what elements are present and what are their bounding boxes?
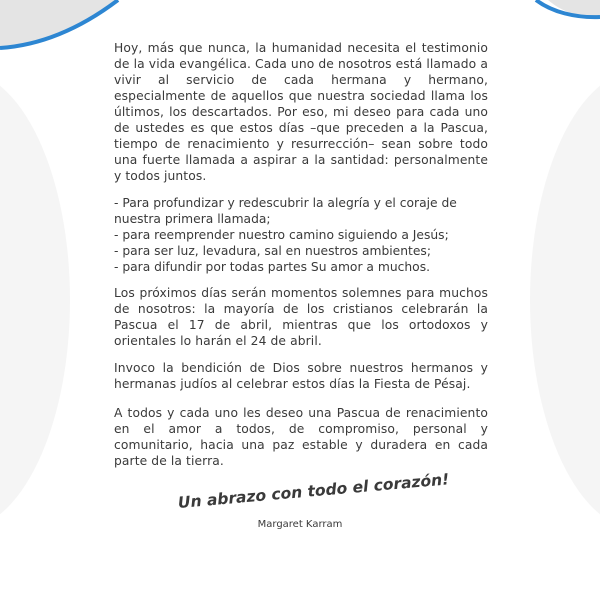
paragraph-intro: Hoy, más que nunca, la humanidad necesita el testimonio de la vida evangélica. Cada uno de nosotros está llamado a vivir al servicio de cada hermana y hermano, especialmente de aquellos que nuestra sociedad llama los últimos, los descartados. Por eso, mi deseo para cada uno de ustedes es que estos días –que preceden a la Pascua, tiempo de renacimiento y resurrección– sean sobre todo una fuerte llamada a aspirar a la santidad: personalmente y todos juntos. bbox=[114, 41, 488, 183]
paragraph-wishes: A todos y cada uno les deseo una Pascua de renacimiento en el amor a todos, de compromiso, personal y comunitario, hacia una paz estable y duradera en cada parte de la tierra. bbox=[114, 406, 488, 468]
list-item: - para ser luz, levadura, sal en nuestros ambientes; bbox=[114, 244, 431, 258]
list-item: - Para profundizar y redescubrir la alegría y el coraje de nuestra primera llamada; bbox=[114, 196, 457, 226]
list-item: - para reemprender nuestro camino siguiendo a Jesús; bbox=[114, 228, 449, 242]
signature: Margaret Karram bbox=[257, 519, 343, 530]
intentions-list bbox=[114, 195, 488, 275]
closing-line: Un abrazo con todo el corazón! bbox=[177, 470, 450, 512]
paragraph-blessing: Invoco la bendición de Dios sobre nuestros hermanos y hermanas judíos al celebrar estos días la Fiesta de Pésaj. bbox=[114, 361, 488, 391]
list-item: - para difundir por todas partes Su amor a muchos. bbox=[114, 260, 431, 274]
paragraph-easter-dates: Los próximos días serán momentos solemnes para muchos de nosotros: la mayoría de los cristianos celebrarán la Pascua el 17 de abril, mientras que los ortodoxos y orientales lo harán el 24 de abril. bbox=[114, 286, 488, 348]
